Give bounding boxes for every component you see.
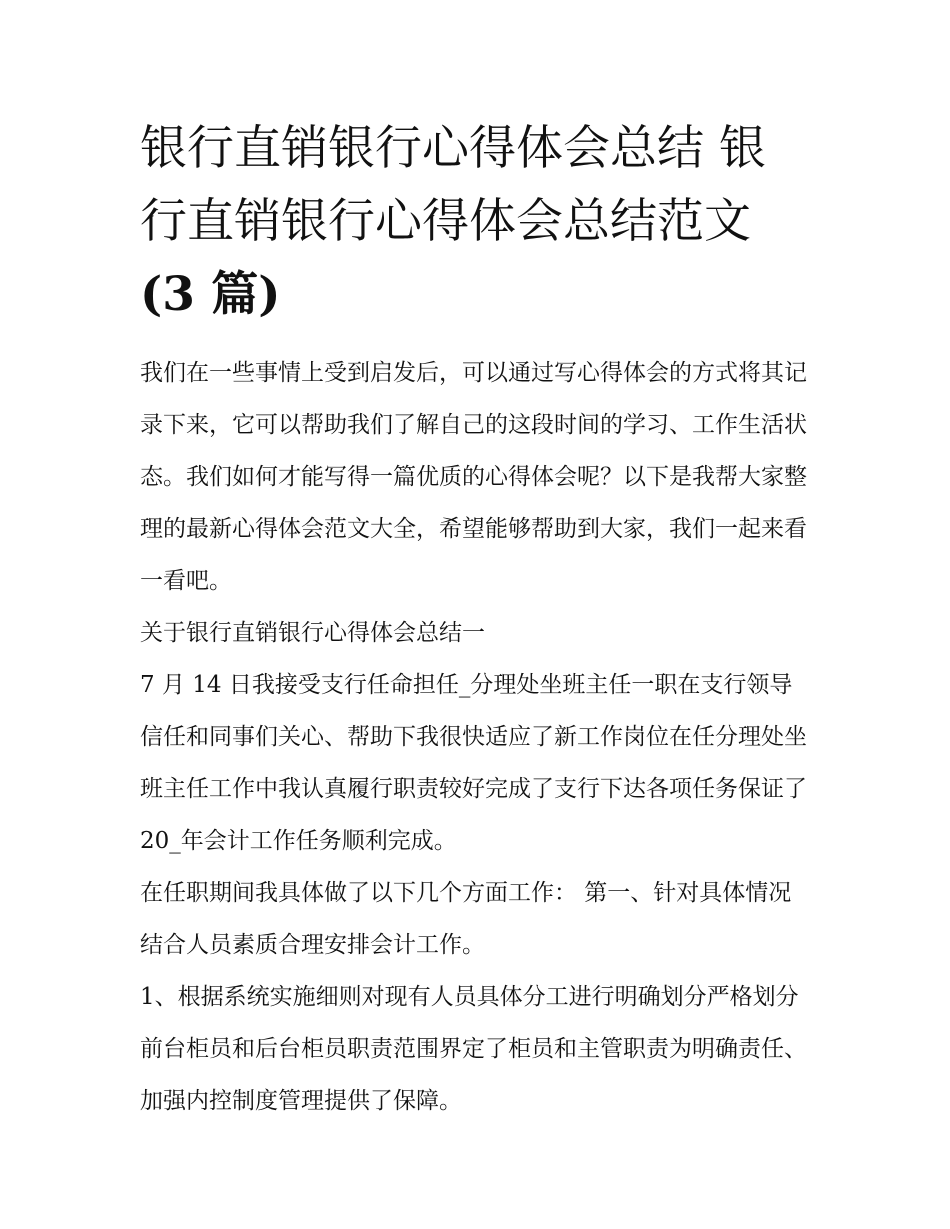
title-line-2: 行直销银行心得体会总结范文 (140, 194, 751, 249)
section-heading: 关于银行直销银行心得体会总结一 (140, 620, 485, 646)
intro-paragraph: 我们在一些事情上受到启发后，可以通过写心得体会的方式将其记录下来，它可以帮助我们了解自己的这段时间的学习、工作生活状态。我们如何才能写得一篇优质的心得体会呢？以下是我帮大家整理的最新心得体会范文大全，希望能够帮助到大家，我们一起来看一看吧。 (140, 360, 807, 594)
body-paragraph: 在任职期间我具体做了以下几个方面工作： 第一、针对具体情况结合人员素质合理安排会计工作。 (140, 880, 792, 958)
document-title (140, 112, 812, 331)
document-page (140, 112, 812, 1127)
title-line-3: (3 篇) (140, 267, 281, 322)
title-line-1: 银行直销银行心得体会总结 银 (140, 121, 766, 176)
body-paragraph: 7 月 14 日我接受支行任命担任_分理处坐班主任一职在支行领导信任和同事们关心、帮助下我很快适应了新工作岗位在任分理处坐班主任工作中我认真履行职责较好完成了支行下达各项任务保证了 20_年会计工作任务顺利完成。 (140, 672, 807, 854)
body-paragraph: 1、根据系统实施细则对现有人员具体分工进行明确划分严格划分前台柜员和后台柜员职责范围界定了柜员和主管职责为明确责任、加强内控制度管理提供了保障。 (140, 984, 807, 1114)
